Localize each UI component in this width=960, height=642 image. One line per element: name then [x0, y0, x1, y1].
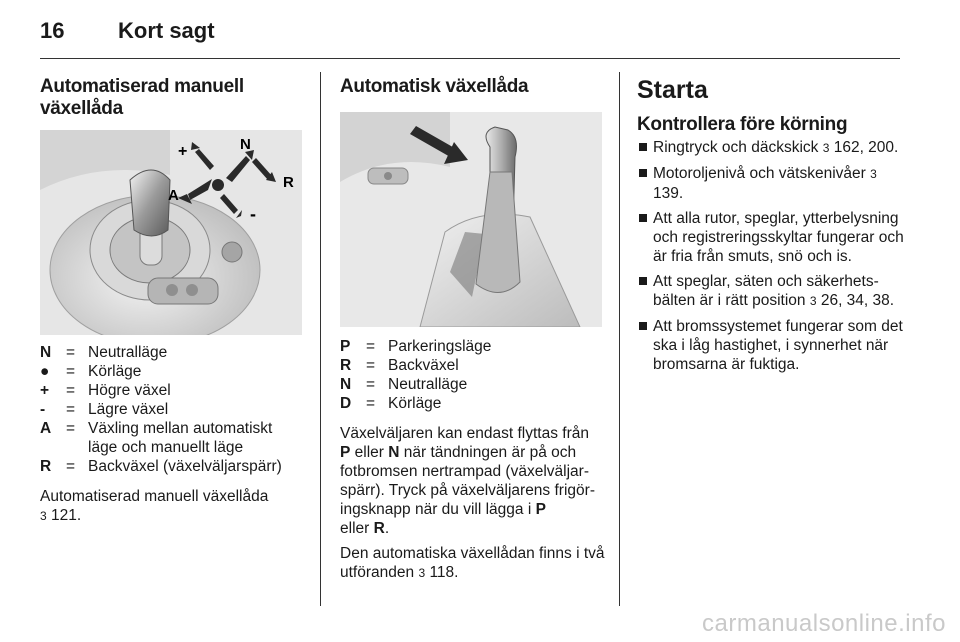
- reference-arrow-icon: 3: [418, 566, 426, 580]
- legend-row: A = Växling mellan automatiskt läge och manuellt läge: [40, 420, 273, 456]
- automatic-selector-figure: [340, 112, 602, 327]
- list-item: Att speglar, säten och säkerhetsbälten är i rätt position 3 26, 34, 38.: [637, 272, 907, 311]
- figure-label-a: A: [168, 187, 179, 204]
- column-automatic: [340, 76, 610, 589]
- subheading-pre-drive-check: Kontrollera före körning: [637, 114, 848, 135]
- legend-row: ● = Körläge: [40, 363, 142, 380]
- gear-selector-illustration: [40, 130, 302, 335]
- legend-row: - = Lägre växel: [40, 401, 169, 418]
- reference-arrow-icon: 3: [40, 509, 47, 523]
- column-divider-1: [320, 72, 321, 606]
- section-heading-automatic: Automatisk växellåda: [340, 76, 529, 97]
- page-number: 16: [40, 18, 65, 43]
- reference-arrow-icon: 3: [809, 294, 817, 308]
- section-heading-start: Starta: [637, 76, 708, 104]
- figure-label-plus: +: [178, 143, 188, 160]
- figure-label-minus: -: [250, 204, 256, 224]
- watermark: carmanualsonline.info: [702, 610, 946, 637]
- page-header: [40, 18, 215, 44]
- figure-label-n: N: [240, 136, 251, 153]
- selector-lock-paragraph: Växelväljaren kan endast flyttas från P eller N när tändningen är på och fotbromsen nertrampad (växelväljarspärr). Tryck på växelväljarens frigöringsknapp när du vill lägga i P eller R.: [340, 425, 595, 537]
- list-item: Motoroljenivå och vätskenivåer 3 139.: [637, 164, 907, 203]
- reference-arrow-icon: 3: [870, 167, 877, 181]
- list-item: Ringtryck och däckskick 3 162, 200.: [637, 138, 907, 158]
- column-start: [637, 76, 907, 380]
- column-automated-manual: [40, 76, 305, 532]
- versions-paragraph: Den automatiska växellådan finns i två utföranden 3 118.: [340, 545, 605, 581]
- page-title: Kort sagt: [118, 18, 215, 43]
- list-item: Att bromssystemet fungerar som det ska i låg hastighet, i synnerhet när bromsarna är fuktiga.: [637, 317, 907, 374]
- figure-label-r: R: [283, 174, 294, 191]
- header-rule: [40, 58, 900, 59]
- reference-arrow-icon: 3: [822, 141, 830, 155]
- cross-reference-note: Automatiserad manuell växellåda 3 121.: [40, 488, 269, 524]
- legend-row: R = Backväxel (växelväljarspärr): [40, 458, 282, 475]
- legend-row: + = Högre växel: [40, 382, 171, 399]
- automatic-selector-illustration: [340, 112, 602, 327]
- legend-automatic: [340, 337, 610, 413]
- legend-row: P = Parkeringsläge: [340, 338, 492, 355]
- gear-selector-figure: [40, 130, 302, 335]
- legend-row: D = Körläge: [340, 395, 442, 412]
- list-item: Att alla rutor, speglar, ytterbelysning och registreringsskyltar fungerar och är fria från smuts, snö och is.: [637, 209, 907, 266]
- section-heading-automated-manual: Automatiserad manuell växellåda: [40, 76, 244, 119]
- checklist: [637, 138, 907, 374]
- legend-row: N = Neutralläge: [40, 344, 168, 361]
- legend-row: R = Backväxel: [340, 357, 459, 374]
- legend-row: N = Neutralläge: [340, 376, 468, 393]
- column-divider-2: [619, 72, 620, 606]
- legend-automated-manual: [40, 343, 305, 476]
